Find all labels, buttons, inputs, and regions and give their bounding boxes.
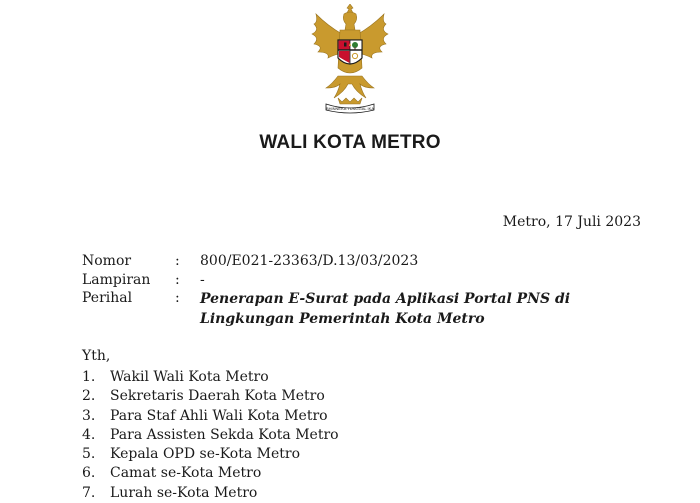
field-nomor — [82, 252, 570, 271]
garuda-emblem — [308, 4, 392, 116]
field-perihal — [82, 289, 570, 329]
list-number: 6. — [82, 465, 96, 482]
emblem-motto: BHINNEKA TUNGGAL IKA — [325, 106, 375, 111]
subject-line: Lingkungan Pemerintah Kota Metro — [200, 311, 485, 327]
letter-date: Metro, 17 Juli 2023 — [502, 214, 641, 230]
list-item — [82, 407, 339, 426]
list-text: Para Staf Ahli Wali Kota Metro — [110, 407, 328, 424]
list-text: Sekretaris Daerah Kota Metro — [110, 388, 325, 405]
letter-title: WALI KOTA METRO — [259, 132, 441, 153]
list-number: 2. — [82, 388, 96, 405]
garuda-icon — [308, 4, 392, 116]
field-label: Lampiran — [82, 271, 151, 288]
list-item — [82, 445, 339, 464]
list-number: 3. — [82, 407, 96, 424]
list-text: Camat se-Kota Metro — [110, 465, 262, 482]
field-colon: : — [175, 253, 180, 269]
field-value: 800/E021-23363/D.13/03/2023 — [200, 253, 419, 269]
salutation: Yth, — [82, 348, 111, 364]
field-colon: : — [175, 290, 180, 306]
field-colon: : — [175, 271, 180, 288]
list-item — [82, 387, 339, 406]
list-text: Kepala OPD se-Kota Metro — [110, 446, 301, 463]
letter-metadata — [82, 252, 570, 329]
field-lampiran — [82, 271, 570, 290]
list-number: 7. — [82, 484, 96, 501]
list-number: 5. — [82, 446, 96, 463]
list-item — [82, 426, 339, 445]
list-text: Wakil Wali Kota Metro — [110, 369, 269, 385]
list-text: Lurah se-Kota Metro — [110, 484, 258, 501]
subject-text — [200, 289, 570, 329]
recipient-list — [82, 368, 339, 503]
list-item — [82, 368, 339, 387]
shield-icon — [338, 40, 362, 64]
list-text: Para Assisten Sekda Kota Metro — [110, 426, 339, 443]
list-number: 4. — [82, 426, 96, 443]
list-item — [82, 464, 339, 483]
field-value: - — [200, 271, 205, 288]
list-item — [82, 484, 339, 503]
field-label: Perihal — [82, 290, 133, 306]
list-number: 1. — [82, 369, 96, 385]
field-label: Nomor — [82, 253, 132, 269]
subject-line: Penerapan E-Surat pada Aplikasi Portal PNS di — [200, 291, 571, 307]
